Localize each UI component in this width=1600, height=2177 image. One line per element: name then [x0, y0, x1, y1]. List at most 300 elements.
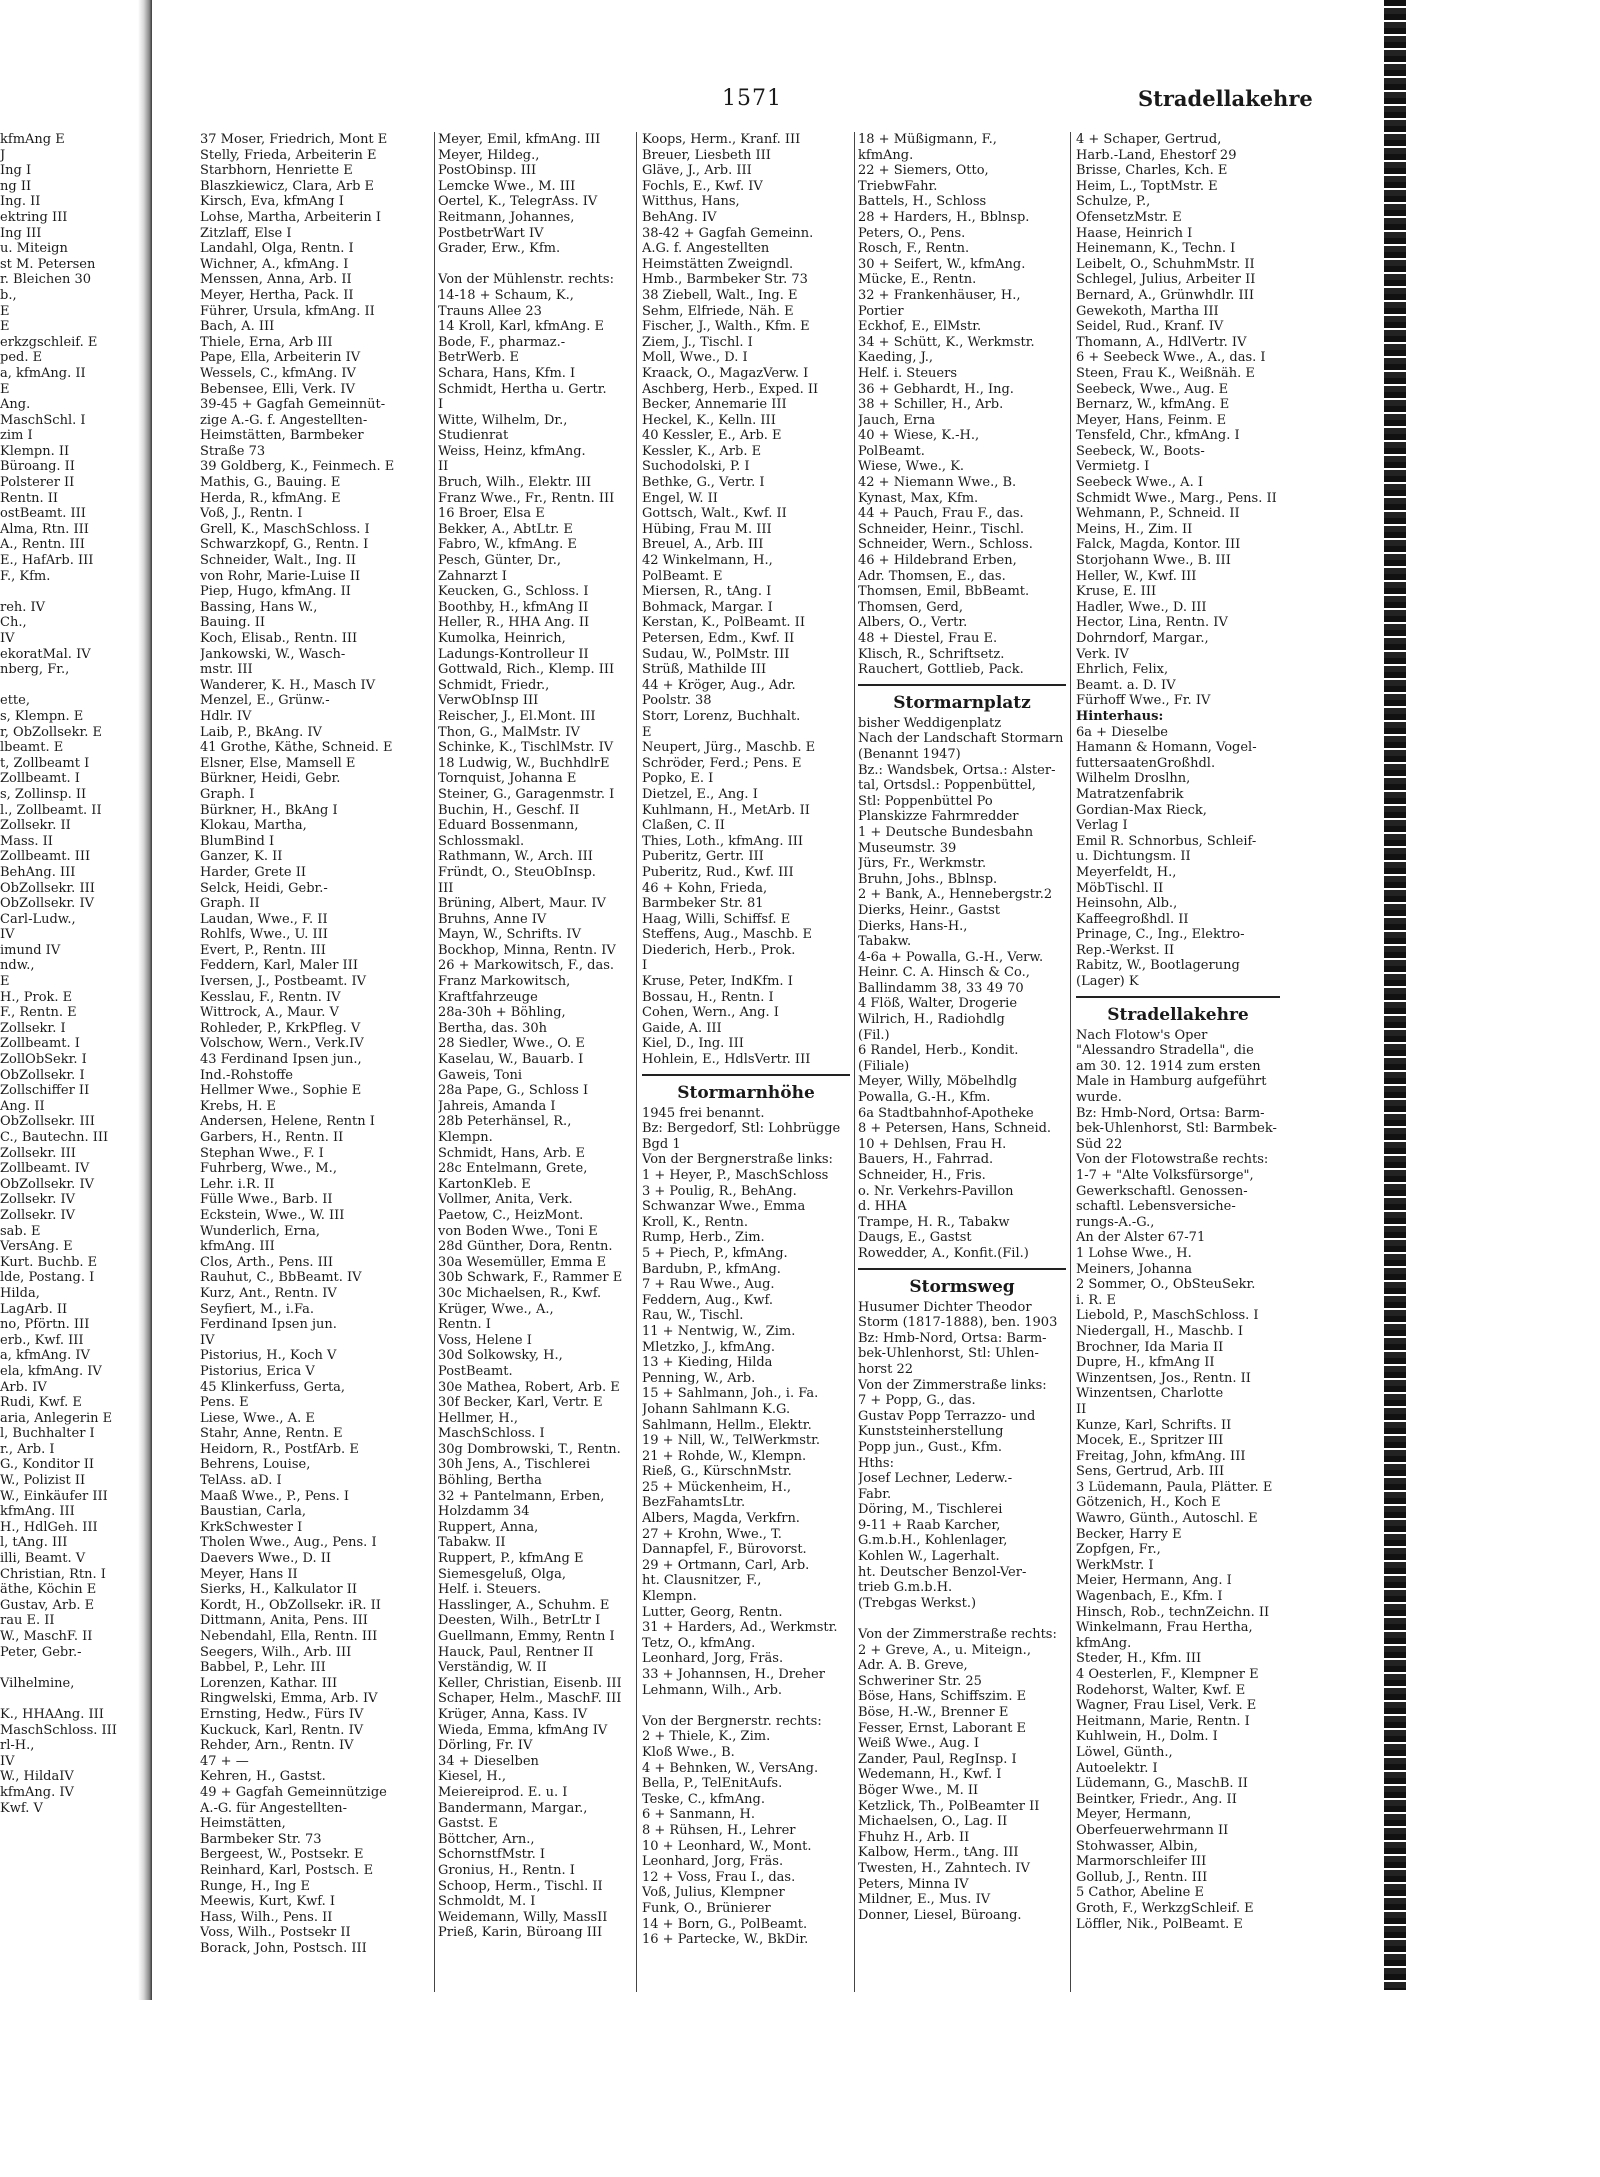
directory-line: 4 + Behnken, W., VersAng.: [642, 1760, 819, 1776]
directory-line: "Alessandro Stradella", die: [1076, 1043, 1254, 1059]
directory-line: Oertel, K., TelegrAss. IV: [438, 194, 598, 210]
directory-line: Meewis, Kurt, Kwf. I: [200, 1894, 336, 1910]
directory-line: Ch.,: [0, 615, 27, 631]
directory-line: Rabitz, W., Bootlagerung: [1076, 958, 1240, 974]
directory-line: Blaszkiewicz, Clara, Arb E: [200, 178, 375, 194]
directory-line: Schmoldt, M. I: [438, 1894, 536, 1910]
directory-line: [642, 1698, 850, 1714]
directory-line: Voss, Wilh., Postsekr II: [200, 1925, 351, 1941]
directory-line: Schneider, Walt., Ing. II: [200, 553, 356, 569]
directory-line: Klempn.: [642, 1589, 697, 1605]
directory-line: Meier, Hermann, Ang. I: [1076, 1573, 1232, 1589]
directory-line: C., Bautechn. III: [0, 1130, 109, 1145]
directory-line: 30b Schwark, F., Rammer E: [438, 1270, 623, 1286]
directory-line: Kohlen W., Lagerhalt.: [858, 1549, 1000, 1565]
directory-line: 18 Ludwig, W., BuchhdlrE: [438, 755, 610, 771]
directory-line: Volschow, Wern., Verk.IV: [200, 1036, 364, 1052]
directory-line: Ketzlick, Th., PolBeamter II: [858, 1798, 1040, 1814]
directory-line: Adr. Thomsen, E., das.: [858, 568, 1006, 584]
directory-line: Kraack, O., MagazVerw. I: [642, 365, 809, 381]
directory-line: Krüger, Wwe., A.,: [438, 1301, 554, 1317]
directory-line: Wanderer, K. H., Masch IV: [200, 677, 376, 693]
directory-line: Hasslinger, A., Schuhm. E: [438, 1597, 610, 1613]
directory-line: erb., Kwf. III: [0, 1332, 84, 1348]
column-divider: [636, 132, 637, 1992]
directory-line: Döring, M., Tischlerei: [858, 1502, 1003, 1518]
directory-line: Tabakw. II: [438, 1535, 506, 1551]
directory-line: Diederich, Herb., Prok.: [642, 942, 796, 958]
directory-line: ht. Deutscher Benzol-Ver-: [858, 1564, 1027, 1580]
directory-line: MaschSchloss. III: [0, 1722, 117, 1738]
directory-line: IV: [0, 631, 15, 646]
directory-line: BetrWerb. E: [438, 350, 519, 366]
directory-line: Wagner, Frau Lisel, Verk. E: [1076, 1698, 1257, 1714]
directory-line: Rep.-Werkst. II: [1076, 942, 1175, 958]
directory-line: Brisse, Charles, Kch. E: [1076, 163, 1228, 179]
directory-line: Koops, Herm., Kranf. III: [642, 132, 801, 147]
directory-line: [0, 678, 136, 694]
directory-line: [858, 1611, 1066, 1627]
directory-line: Arb. IV: [0, 1379, 47, 1395]
directory-line: 11 + Nentwig, W., Zim.: [642, 1323, 796, 1339]
directory-line: Fülle Wwe., Barb. II: [200, 1192, 333, 1208]
directory-line: Stahr, Anne, Rentn. E: [200, 1426, 343, 1442]
directory-line: Weiß Wwe., Aug. I: [858, 1736, 980, 1752]
directory-line: Kordt, H., ObZollsekr. iR. II: [200, 1597, 381, 1613]
directory-line: Schweriner Str. 25: [858, 1673, 982, 1689]
directory-line: Dohrndorf, Margar.,: [1076, 631, 1209, 646]
directory-line: s, Zollinsp. II: [0, 786, 87, 802]
directory-line: Mass. II: [0, 833, 53, 849]
directory-line: Von der Zimmerstraße rechts:: [858, 1627, 1057, 1643]
directory-line: Voß, J., Rentn. I: [200, 506, 303, 522]
directory-line: 39 Goldberg, K., Feinmech. E: [200, 459, 395, 475]
directory-line: BehAng. IV: [642, 209, 717, 225]
directory-line: Rieß, G., KürschnMstr.: [642, 1464, 792, 1480]
directory-line: Meyerfeldt, H.,: [1076, 864, 1177, 880]
directory-line: Kalbow, Herm., tAng. III: [858, 1845, 1019, 1861]
directory-line: Nach der Landschaft Stormarn: [858, 731, 1064, 747]
directory-line: Rehder, Arn., Rentn. IV: [200, 1738, 354, 1754]
directory-line: Franz Markowitsch,: [438, 974, 571, 990]
directory-line: G.m.b.H., Kohlenlager,: [858, 1533, 1008, 1549]
directory-line: Schinke, K., TischlMstr. IV: [438, 740, 614, 756]
directory-line: futtersaatenGroßhdl.: [1076, 755, 1216, 771]
directory-line: Zollschiffer II: [0, 1083, 90, 1099]
directory-line: Schlossmakl.: [438, 833, 525, 849]
directory-line: Pesch, Günter, Dr.,: [438, 553, 562, 569]
directory-line: MaschSchl. I: [0, 412, 86, 428]
directory-line: Pens. E: [200, 1395, 249, 1411]
directory-line: 4 Flöß, Walter, Drogerie: [858, 996, 1018, 1012]
directory-line: 6a + Dieselbe: [1076, 724, 1168, 740]
page-number: 1571: [722, 86, 782, 111]
directory-line: Verk. IV: [1076, 646, 1129, 662]
directory-line: Zander, Paul, RegInsp. I: [858, 1751, 1017, 1767]
directory-line: Battels, H., Schloss: [858, 194, 987, 210]
directory-line: ObZollsekr. IV: [0, 896, 94, 912]
directory-line: An der Alster 67-71: [1076, 1230, 1206, 1246]
running-head-title: Stradellakehre: [1138, 86, 1313, 111]
directory-line: Heitmann, Marie, Rentn. I: [1076, 1713, 1250, 1729]
book-gutter-shadow: [138, 0, 152, 2000]
directory-line: Wessels, C., kfmAng. IV: [200, 365, 356, 381]
directory-line: Gewekoth, Martha III: [1076, 303, 1219, 319]
directory-line: 38 Ziebell, Walt., Ing. E: [642, 287, 798, 303]
directory-line: Ruppert, Anna,: [438, 1519, 539, 1535]
directory-line: PostbetrWart IV: [438, 225, 544, 241]
directory-line: 13 + Kieding, Hilda: [642, 1355, 773, 1371]
directory-line: Schaper, Helm., MaschF. III: [438, 1691, 622, 1707]
directory-line: 14 + Born, G., PolBeamt.: [642, 1916, 808, 1932]
directory-line: ObZollsekr. I: [0, 1067, 85, 1083]
directory-line: 40 Kessler, E., Arb. E: [642, 428, 782, 444]
directory-line: Fesser, Ernst, Laborant E: [858, 1720, 1027, 1736]
directory-line: SchornstfMstr. I: [438, 1847, 546, 1863]
directory-line: Gewerkschaftl. Genossen-: [1076, 1183, 1248, 1199]
directory-line: Zopfgen, Fr.,: [1076, 1542, 1161, 1558]
directory-line: Von der Flotowstraße rechts:: [1076, 1152, 1269, 1168]
directory-line: 2 + Thiele, K., Zim.: [642, 1729, 771, 1745]
directory-line: Löffler, Nik., PolBeamt. E: [1076, 1916, 1243, 1932]
directory-line: Wedemann, H., Kwf. I: [858, 1767, 1002, 1783]
directory-line: b.,: [0, 287, 17, 303]
directory-line: mstr. III: [200, 662, 253, 678]
directory-line: Koch, Elisab., Rentn. III: [200, 631, 358, 646]
directory-line: Gottsch, Walt., Kwf. II: [642, 506, 787, 522]
directory-line: Bgd 1: [642, 1136, 681, 1152]
directory-line: Bode, F., pharmaz.-: [438, 334, 566, 350]
directory-line: Kurz, Ant., Rentn. IV: [200, 1285, 337, 1301]
directory-line: (Fil.): [858, 1027, 890, 1043]
directory-line: Babbel, P., Lehr. III: [200, 1660, 326, 1676]
directory-line: Eckstein, Wwe., W. III: [200, 1207, 345, 1223]
directory-line: Petersen, Edm., Kwf. II: [642, 631, 795, 646]
directory-line: Kessler, K., Arb. E: [642, 443, 762, 459]
directory-line: Donner, Liesel, Büroang.: [858, 1907, 1022, 1923]
directory-line: Reinhard, Karl, Postsch. E: [200, 1862, 374, 1878]
directory-line: Voß, Julius, Klempner: [642, 1885, 785, 1901]
directory-line: 12 + Voss, Frau I., das.: [642, 1869, 796, 1885]
directory-line: K., HHAAng. III: [0, 1706, 104, 1722]
directory-line: 49 + Gagfah Gemeinnützige: [200, 1784, 387, 1800]
directory-line: Verlag I: [1076, 818, 1128, 834]
directory-line: Boothby, H., kfmAng II: [438, 599, 589, 615]
directory-line: Dörling, Fr. IV: [438, 1738, 533, 1754]
directory-line: Mücke, E., Rentn.: [858, 272, 977, 288]
column-divider: [1070, 132, 1071, 1992]
directory-line: Witthus, Hans,: [642, 194, 740, 210]
directory-line: Hübing, Frau M. III: [642, 521, 772, 537]
directory-line: Rentn. II: [0, 490, 58, 506]
directory-line: Puberitz, Rud., Kwf. III: [642, 864, 794, 880]
directory-line: Selck, Heidi, Gebr.-: [200, 880, 328, 896]
directory-line: Dietzel, E., Ang. I: [642, 786, 758, 802]
directory-line: Schneider, H., Fris.: [858, 1168, 986, 1183]
directory-line: Maaß Wwe., P., Pens. I: [200, 1488, 350, 1504]
directory-line: Gastst. E: [438, 1816, 498, 1832]
directory-line: Popko, E. I: [642, 771, 714, 787]
directory-line: Stohwasser, Albin,: [1076, 1838, 1198, 1854]
directory-line: Peters, O., Pens.: [858, 225, 966, 241]
directory-line: Feddern, Karl, Maler III: [200, 958, 358, 974]
directory-line: Kaselau, W., Bauarb. I: [438, 1052, 584, 1068]
directory-line: Bebensee, Elli, Verk. IV: [200, 381, 355, 397]
directory-line: Rathmann, W., Arch. III: [438, 849, 593, 865]
directory-line: Sehm, Elfriede, Näh. E: [642, 303, 794, 319]
directory-line: Seebeck Wwe., A. I: [1076, 475, 1203, 491]
directory-line: Dupre, H., kfmAng II: [1076, 1355, 1215, 1371]
directory-line: Kwf. V: [0, 1800, 43, 1816]
directory-line: Von der Zimmerstraße links:: [858, 1377, 1047, 1393]
directory-line: Powalla, G.-H., Kfm.: [858, 1090, 991, 1106]
directory-line: Ferdinand Ipsen jun.: [200, 1317, 337, 1333]
directory-line: 1 + Heyer, P., MaschSchloss: [642, 1168, 829, 1183]
directory-line: Gollub, J., Rentn. III: [1076, 1869, 1208, 1885]
directory-line: 2 + Bank, A., Hennebergstr.2: [858, 887, 1053, 903]
directory-line: am 30. 12. 1914 zum ersten: [1076, 1058, 1261, 1074]
directory-line: zige A.-G. f. Angestellten-: [200, 412, 368, 428]
directory-line: Helf. i. Steuers.: [438, 1582, 542, 1598]
directory-line: (Benannt 1947): [858, 746, 961, 762]
directory-line: Zollsekr. IV: [0, 1207, 75, 1223]
directory-line: 2 + Greve, A., u. Miteign.,: [858, 1642, 1031, 1658]
directory-line: Portier: [858, 303, 904, 319]
directory-line: Kumolka, Heinrich,: [438, 631, 566, 646]
directory-line: BezFahamtsLtr.: [642, 1495, 746, 1511]
directory-line: 1 + Deutsche Bundesbahn: [858, 824, 1034, 840]
directory-line: Miersen, R., tAng. I: [642, 584, 772, 600]
directory-line: kfmAng E: [0, 132, 65, 147]
directory-line: W., Einkäufer III: [0, 1488, 108, 1504]
directory-line: Lorenzen, Kathar. III: [200, 1675, 338, 1691]
directory-line: 28a-30h + Böhling,: [438, 1005, 566, 1021]
directory-line: Steen, Frau K., Weißnäh. E: [1076, 365, 1255, 381]
directory-line: Steffens, Aug., Maschb. E: [642, 927, 813, 943]
directory-line: Thomann, A., HdlVertr. IV: [1076, 334, 1247, 350]
directory-line: Schulze, P.,: [1076, 194, 1151, 210]
directory-line: 28 Siedler, Wwe., O. E: [438, 1036, 585, 1052]
directory-line: bek-Uhlenhorst, Stl: Barmbek-: [1076, 1121, 1277, 1137]
directory-column-3: [642, 132, 850, 1948]
directory-line: Gläve, J., Arb. III: [642, 163, 752, 179]
directory-line: Mathis, G., Bauing. E: [200, 475, 341, 491]
directory-line: Dierks, Heinr., Gastst: [858, 902, 1000, 918]
directory-line: nberg, Fr.,: [0, 662, 70, 678]
directory-line: F., Rentn. E: [0, 1005, 77, 1021]
directory-line: OfensetzMstr. E: [1076, 209, 1182, 225]
directory-line: Lutter, Georg, Rentn.: [642, 1604, 783, 1620]
directory-line: l, Buchhalter I: [0, 1426, 95, 1442]
directory-line: Wittrock, A., Maur. V: [200, 1005, 339, 1021]
directory-line: Lemcke Wwe., M. III: [438, 178, 576, 194]
directory-line: 28c Entelmann, Grete,: [438, 1161, 588, 1177]
directory-line: Schmidt, Hans, Arb. E: [438, 1145, 585, 1161]
directory-line: Seebeck, W., Boots-: [1076, 443, 1205, 459]
directory-line: Dierks, Hans-H.,: [858, 918, 968, 934]
directory-line: Heimstätten,: [200, 1816, 286, 1832]
directory-line: Schara, Hans, Kfm. I: [438, 365, 576, 381]
directory-line: ndw.,: [0, 958, 35, 974]
directory-line: Kuckuck, Karl, Rentn. IV: [200, 1722, 364, 1738]
directory-line: 36 + Gebhardt, H., Ing.: [858, 381, 1014, 397]
directory-line: Museumstr. 39: [858, 840, 957, 856]
directory-line: äthe, Köchin E: [0, 1582, 97, 1598]
directory-line: Zollsekr. II: [0, 818, 71, 834]
directory-line: Schmidt, Hertha u. Gertr.: [438, 381, 607, 397]
directory-line: Bz: Hmb-Nord, Ortsa: Barm-: [1076, 1105, 1265, 1121]
directory-line: Brochner, Ida Maria II: [1076, 1339, 1224, 1355]
directory-line: [0, 1691, 136, 1707]
directory-line: Trauns Allee 23: [438, 303, 542, 319]
directory-line: Mocek, E., Spritzer III: [1076, 1433, 1224, 1449]
directory-line: kfmAng. IV: [0, 1784, 74, 1800]
directory-line: Breuel, A., Arb. III: [642, 537, 764, 553]
directory-line: Seebeck, Wwe., Aug. E: [1076, 381, 1229, 397]
directory-line: Feddern, Aug., Kwf.: [642, 1292, 773, 1308]
directory-line: 30d Solkowsky, H.,: [438, 1348, 563, 1364]
directory-line: Gottwald, Rich., Klemp. III: [438, 662, 615, 678]
street-heading: Stormarnhöhe: [677, 1082, 815, 1103]
directory-line: Bauing. II: [200, 615, 266, 631]
directory-line: Meiners, Johanna: [1076, 1261, 1193, 1277]
directory-line: Voss, Helene I: [438, 1332, 532, 1348]
directory-line: Wagenbach, E., Kfm. I: [1076, 1589, 1223, 1605]
directory-line: 34 + Dieselben: [438, 1753, 539, 1769]
directory-line: Jahreis, Amanda I: [438, 1098, 556, 1114]
directory-line: Thon, G., MalMstr. IV: [438, 724, 580, 740]
directory-line: imund IV: [0, 942, 61, 958]
directory-line: Meiereiprod. E. u. I: [438, 1784, 568, 1800]
directory-line: Wilhelm Droslhn,: [1076, 771, 1191, 787]
directory-line: Nebendahl, Ella, Rentn. III: [200, 1629, 378, 1644]
directory-line: Clos, Arth., Pens. III: [200, 1254, 334, 1270]
directory-line: kfmAng. III: [0, 1504, 75, 1520]
directory-line: Brüning, Albert, Maur. IV: [438, 896, 606, 912]
directory-line: Hauck, Paul, Rentner II: [438, 1644, 594, 1660]
directory-line: Heinr. C. A. Hinsch & Co.,: [858, 965, 1030, 981]
directory-line: 1 Lohse Wwe., H.: [1076, 1245, 1192, 1261]
directory-line: Peter, Gebr.-: [0, 1644, 82, 1660]
directory-line: Schmidt Wwe., Marg., Pens. II: [1076, 490, 1277, 506]
directory-line: Zollbeamt. I: [0, 1036, 80, 1052]
directory-line: 31 + Harders, Ad., Werkmstr.: [642, 1620, 838, 1636]
directory-line: Engel, W. II: [642, 490, 718, 506]
street-heading: Stormarnplatz: [893, 692, 1031, 713]
directory-line: Zollbeamt. IV: [0, 1161, 90, 1177]
directory-line: Kiel, D., Ing. III: [642, 1036, 744, 1052]
directory-line: 34 + Schütt, K., Werkmstr.: [858, 334, 1035, 350]
directory-line: Meyer, Hans, Feinm. E: [1076, 412, 1227, 428]
directory-line: Twesten, H., Zahntech. IV: [858, 1860, 1030, 1876]
directory-line: Baustian, Carla,: [200, 1504, 307, 1520]
directory-line: Ziem, J., Tischl. I: [642, 334, 753, 350]
book-edge-strip: [1384, 0, 1406, 1990]
directory-line: Borack, John, Postsch. III: [200, 1940, 367, 1956]
directory-line: Steder, H., Kfm. III: [1076, 1651, 1202, 1667]
directory-line: Josef Lechner, Lederw.-: [858, 1471, 1013, 1487]
directory-line: Graph. II: [200, 896, 260, 912]
directory-line: Neupert, Jürg., Maschb. E: [642, 740, 816, 756]
directory-line: ObZollsekr. IV: [0, 1176, 94, 1192]
directory-line: Lohse, Martha, Arbeiterin I: [200, 209, 382, 225]
directory-line: 18 + Müßigmann, F.,: [858, 132, 997, 147]
directory-line: Hellmer, H.,: [438, 1410, 519, 1426]
directory-line: 19 + Nill, W., TelWerkmstr.: [642, 1433, 821, 1449]
directory-line: u. Miteign: [0, 241, 68, 257]
directory-line: [0, 1660, 136, 1676]
directory-line: Keucken, G., Schloss. I: [438, 584, 589, 600]
directory-line: Becker, Annemarie III: [642, 397, 787, 413]
directory-line: Harb.-Land, Ehestorf 29: [1076, 147, 1237, 163]
directory-line: Moll, Wwe., D. I: [642, 350, 748, 366]
directory-line: Barmbeker Str. 73: [200, 1831, 322, 1847]
directory-line: Bz: Bergedorf, Stl: Lohbrügge: [642, 1121, 841, 1137]
directory-line: Niedergall, H., Maschb. I: [1076, 1323, 1243, 1339]
directory-line: 2 Sommer, O., ObSteuSekr.: [1076, 1277, 1256, 1293]
directory-line: Storm (1817-1888), ben. 1903: [858, 1315, 1058, 1331]
directory-line: Storjohann Wwe., B. III: [1076, 553, 1231, 569]
directory-line: Gustav Popp Terrazzo- und: [858, 1408, 1036, 1424]
directory-line: kfmAng.: [858, 147, 914, 163]
directory-column-1: [200, 132, 432, 1956]
directory-line: 30g Dombrowski, T., Rentn.: [438, 1441, 621, 1457]
street-heading: Stormsweg: [909, 1276, 1015, 1297]
directory-line: W., HildaIV: [0, 1769, 74, 1785]
directory-line: 33 + Johannsen, H., Dreher: [642, 1667, 825, 1682]
directory-line: Tensfeld, Chr., kfmAng. I: [1076, 428, 1240, 444]
directory-line: Elsner, Else, Mamsell E: [200, 755, 356, 771]
directory-line: Wawro, Günth., Autoschl. E: [1076, 1511, 1258, 1527]
directory-line: Lehmann, Wilh., Arb.: [642, 1682, 783, 1698]
directory-line: Leibelt, O., SchuhmMstr. II: [1076, 256, 1255, 272]
directory-line: Marmorschleifer III: [1076, 1854, 1207, 1870]
directory-line: d. HHA: [858, 1199, 907, 1215]
directory-line: Stephan Wwe., F. I: [200, 1145, 324, 1161]
directory-line: Von der Bergnerstr. rechts:: [642, 1713, 822, 1729]
directory-line: Jürs, Fr., Werkmstr.: [858, 856, 987, 872]
directory-line: Wunderlich, Erna,: [200, 1223, 321, 1239]
directory-line: 39-45 + Gagfah Gemeinnüt-: [200, 397, 386, 413]
directory-line: Laudan, Wwe., F. II: [200, 911, 328, 927]
street-heading: Stradellakehre: [1107, 1004, 1249, 1025]
directory-line: 26 + Markowitsch, F., das.: [438, 958, 615, 974]
directory-line: Heim, L., ToptMstr. E: [1076, 178, 1218, 194]
column-divider: [434, 132, 435, 1992]
directory-line: Kaeding, J.,: [858, 350, 934, 366]
directory-line: Fochls, E., Kwf. IV: [642, 178, 763, 194]
directory-line: Winzentsen, Charlotte: [1076, 1386, 1224, 1402]
directory-line: Tornquist, Johanna E: [438, 771, 577, 787]
directory-line: 30h Jens, A., Tischlerei: [438, 1457, 591, 1473]
directory-line: Von der Mühlenstr. rechts:: [438, 272, 614, 288]
directory-line: Von der Bergnerstraße links:: [642, 1152, 833, 1168]
directory-line: Mayn, W., Schrifts. IV: [438, 927, 581, 943]
directory-line: Deesten, Wilh., BetrLtr I: [438, 1613, 601, 1629]
directory-line: Böttcher, Arn.,: [438, 1831, 535, 1847]
directory-line: H., HdlGeh. III: [0, 1519, 98, 1535]
directory-line: G., Konditor II: [0, 1457, 95, 1473]
directory-line: Storr, Lorenz, Buchhalt.: [642, 708, 801, 724]
directory-line: Rump, Herb., Zim.: [642, 1230, 765, 1246]
directory-line: Bernard, A., Grünwhdlr. III: [1076, 287, 1254, 303]
directory-line: E: [642, 724, 652, 740]
directory-line: Trampe, H. R., Tabakw: [858, 1214, 1010, 1230]
directory-line: 22 + Siemers, Otto,: [858, 163, 989, 179]
directory-line: Bergeest, W., Postsekr. E: [200, 1847, 364, 1863]
directory-line: trieb G.m.b.H.: [858, 1580, 953, 1596]
directory-line: rau E. II: [0, 1613, 55, 1629]
